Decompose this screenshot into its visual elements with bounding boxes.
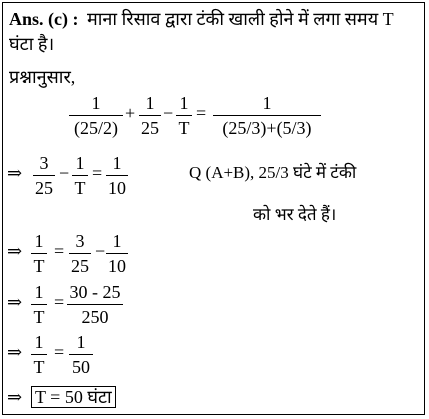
eq4-arrow: ⇒ (7, 292, 23, 312)
answer-label: Ans. (c) : (9, 9, 79, 29)
eq5-fraction-1: 1 T (31, 332, 47, 377)
eq4-fraction-1: 1 T (31, 282, 47, 327)
eq4-equals: = (54, 292, 65, 312)
eq1-fraction-3: 1 T (176, 93, 192, 138)
intro-line-1 (9, 7, 394, 31)
eq2-fraction-2: 1 T (72, 153, 88, 198)
eq5-equals: = (54, 342, 65, 362)
eq3-arrow: ⇒ (7, 241, 23, 261)
note-line-1: Q (A+B), 25/3 घंटे में टंकी (189, 163, 357, 182)
eq2-fraction-1: 3 25 (35, 153, 53, 198)
eq2-equals: = (92, 163, 103, 183)
eq1-equals: = (196, 103, 207, 123)
eq3-fraction-3: 1 10 (108, 231, 126, 276)
intro-line-2: घंटा है। (9, 34, 55, 54)
eq1-fraction-2: 1 25 (141, 93, 159, 138)
eq2-minus: − (59, 163, 70, 183)
note-line-2: को भर देते हैं। (253, 205, 337, 224)
eq3-equals: = (54, 241, 65, 261)
final-answer-box (31, 385, 116, 409)
answer-box (2, 2, 425, 415)
intro-text-1: माना रिसाव द्वारा टंकी खाली होने में लगा समय T (87, 9, 394, 29)
eq1-plus: + (125, 103, 136, 123)
final-answer: T = 50 घंटा (31, 386, 116, 408)
eq1-fraction-1: 1 (25/2) (69, 93, 123, 138)
final-arrow: ⇒ (7, 387, 23, 407)
eq3-fraction-1: 1 T (31, 231, 47, 276)
eq5-arrow: ⇒ (7, 342, 23, 362)
eq3-minus: − (95, 241, 106, 261)
prashnanusar-label: प्रश्नानुसार, (9, 67, 76, 87)
eq1-minus: − (163, 103, 174, 123)
eq2-fraction-3: 1 10 (108, 153, 126, 198)
eq1-fraction-4: 1 (25/3)+(5/3) (213, 93, 321, 138)
eq5-fraction-2: 1 50 (69, 332, 93, 377)
eq3-fraction-2: 3 25 (71, 231, 89, 276)
eq2-arrow: ⇒ (7, 163, 23, 183)
eq4-fraction-2: 30 - 25 250 (67, 282, 123, 327)
